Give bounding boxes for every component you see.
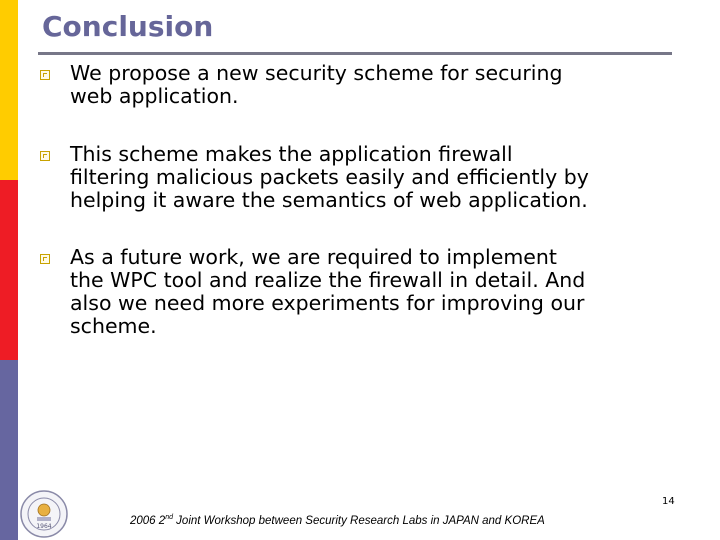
slide-title: Conclusion — [42, 10, 214, 43]
bullet-square-icon — [40, 151, 50, 161]
side-bar-yellow-segment — [0, 0, 18, 180]
footer-prefix: 2006 2 — [130, 514, 166, 527]
side-bar-red-segment — [0, 180, 18, 360]
bullet-text-1: We propose a new security scheme for securing web application. — [70, 61, 563, 108]
side-bar-purple-segment — [0, 360, 18, 540]
bullet-text-3: As a future work, we are required to implement the WPC tool and realize the firewall in detail. And also we need more experiments for improving our scheme. — [70, 245, 586, 338]
title-underline — [38, 52, 672, 55]
page-number: 14 — [662, 496, 675, 507]
bullet-text-2: This scheme makes the application firewall filtering malicious packets easily and efficiently by helping it aware the semantics of web application. — [70, 142, 589, 212]
bullet-square-icon — [40, 70, 50, 80]
footer-superscript: nd — [165, 514, 173, 521]
university-seal-logo — [20, 490, 68, 538]
side-color-bar — [0, 0, 18, 540]
footer-text — [130, 514, 545, 527]
bullet-square-icon — [40, 254, 50, 264]
footer-suffix: Joint Workshop between Security Research Labs in JAPAN and KOREA — [172, 514, 545, 527]
logo-year-text: 1964 — [36, 523, 52, 530]
